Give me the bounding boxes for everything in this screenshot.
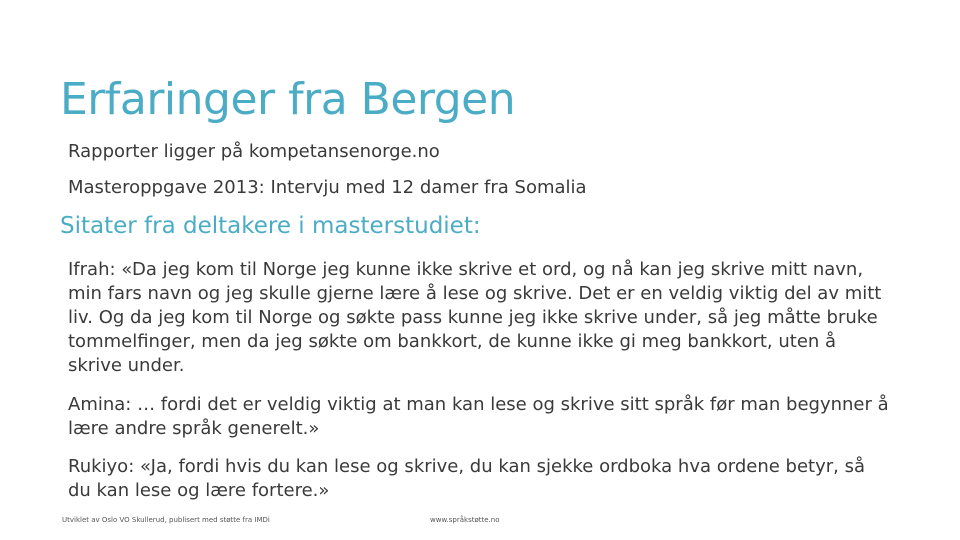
bullet-thesis: Masteroppgave 2013: Intervju med 12 damer fra Somalia <box>68 177 587 198</box>
quotes-subheading: Sitater fra deltakere i masterstudiet: <box>60 213 481 239</box>
footer-website: www.språkstøtte.no <box>430 516 500 524</box>
footer-credit: Utviklet av Oslo VO Skullerud, publisert med støtte fra IMDi <box>62 516 270 524</box>
slide-title: Erfaringer fra Bergen <box>60 74 516 125</box>
bullet-report: Rapporter ligger på kompetansenorge.no <box>68 141 440 162</box>
quote-rukiyo: Rukiyo: «Ja, fordi hvis du kan lese og skrive, du kan sjekke ordboka hva ordene betyr, så du kan lese og lære fortere.» <box>68 456 865 501</box>
quote-amina: Amina: … fordi det er veldig viktig at man kan lese og skrive sitt språk før man begynner å lære andre språk generelt.» <box>68 394 889 439</box>
quote-ifrah: Ifrah: «Da jeg kom til Norge jeg kunne ikke skrive et ord, og nå kan jeg skrive mitt navn, min fars navn og jeg skulle gjerne lære å lese og skrive. Det er en veldig viktig del av mitt liv. Og da jeg kom til Norge og søkte pass kunne jeg ikke skrive under, så jeg måtte bruke tommelfinger, men da jeg søkte om bankkort, de kunne ikke gi meg bankkort, uten å skrive under. <box>68 259 882 376</box>
